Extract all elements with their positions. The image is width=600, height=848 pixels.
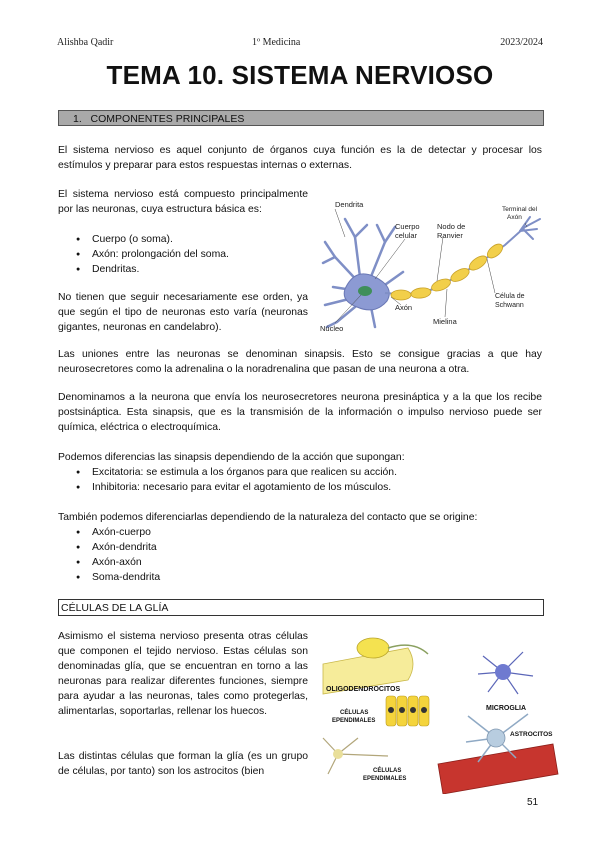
label-nodo: Nodo de bbox=[437, 222, 466, 231]
paragraph-contacto: También podemos diferenciarlas dependiendo de la naturaleza del contacto que se origine: bbox=[58, 512, 478, 523]
label-ependimales-1: EPENDIMALES bbox=[332, 718, 376, 724]
paragraph-glia: Asimismo el sistema nervioso presenta otras células que componen el tejido nervioso. Estas células son denominadas glía, que se encuentran en torno a las neuronas para realizar diferentes funciones, siempre para ayudar a las neuronas, tales como protegerlas, alimentarlas, soportarlas, rellenar los huecos. bbox=[58, 631, 308, 717]
list-structure bbox=[76, 232, 229, 277]
page-header bbox=[57, 37, 543, 51]
paragraph-definition: El sistema nervioso es aquel conjunto de órganos cuya función es la de detectar y procesar los estímulos y preparar para estos respuestas internas o externas. bbox=[58, 145, 542, 171]
axon-terminal bbox=[520, 217, 540, 239]
ependymal-cells bbox=[386, 696, 429, 726]
glia-diagram bbox=[318, 634, 563, 794]
myelin-sheath bbox=[391, 241, 505, 300]
label-astrocitos: ASTROCITOS bbox=[510, 731, 553, 738]
page-number: 51 bbox=[527, 797, 539, 808]
label-ranvier: Ranvier bbox=[437, 231, 463, 240]
blood-vessel bbox=[438, 744, 558, 794]
label-mielina: Mielina bbox=[433, 317, 457, 326]
label-microglia: MICROGLIA bbox=[486, 705, 527, 712]
paragraph-structure: El sistema nervioso está compuesto principalmente por las neuronas, cuya estructura básica es: bbox=[58, 189, 308, 215]
section-heading-glia: CÉLULAS DE LA GLÍA bbox=[58, 599, 544, 616]
paragraph-presinaptica: Denominamos a la neurona que envía los neurosecretores neurona presináptica y a la que los recibe postsináptica. Esta sinapsis, que es la transmisión de la información o impulso nervioso puede ser química, eléctrica o electroquímica. bbox=[58, 392, 542, 433]
nucleus bbox=[358, 286, 372, 296]
paragraph-tipos-glia: Las distintas células que forman la glía (es un grupo de células, por tanto) son los astrocitos (bien bbox=[58, 751, 308, 777]
label-nucleo: Núcleo bbox=[320, 324, 344, 333]
paragraph-accion: Podemos diferencias las sinapsis dependiendo de la acción que supongan: bbox=[58, 452, 405, 463]
label-axon-terminal: Axón bbox=[507, 214, 522, 221]
label-ependimales-2: EPENDIMALES bbox=[363, 776, 407, 782]
label-celulas-1: CÉLULAS bbox=[340, 710, 369, 716]
label-celular: celular bbox=[395, 231, 418, 240]
label-schwann: Schwann bbox=[495, 302, 524, 309]
list-item: ● Dendritas. bbox=[76, 262, 229, 277]
list-item: ● Axón-dendrita bbox=[76, 540, 160, 555]
label-cuerpo: Cuerpo bbox=[395, 222, 420, 231]
paragraph-sinapsis: Las uniones entre las neuronas se denominan sinapsis. Esto se consigue gracias a que hay neurosecretores como la adrenalina o la noradrenalina que pasan de una neurona a otra. bbox=[58, 349, 542, 375]
section-number: 1. bbox=[73, 113, 82, 125]
list-item: ● Axón-axón bbox=[76, 555, 160, 570]
section-label: COMPONENTES PRINCIPALES bbox=[90, 113, 245, 125]
header-year: 2023/2024 bbox=[500, 37, 543, 48]
label-celula: Célula de bbox=[495, 293, 525, 300]
list-item: ● Soma-dendrita bbox=[76, 570, 160, 585]
list-item: ● Axón: prolongación del soma. bbox=[76, 247, 229, 262]
dendrites bbox=[323, 219, 403, 327]
microglia-cell bbox=[478, 652, 533, 694]
label-terminal: Terminal del bbox=[502, 206, 538, 213]
header-author: Alishba Qadir bbox=[57, 37, 114, 48]
list-contacto bbox=[76, 525, 160, 585]
page-title: TEMA 10. SISTEMA NERVIOSO bbox=[106, 60, 494, 90]
label-axon: Axón bbox=[395, 303, 413, 312]
list-item: ● Excitatoria: se estimula a los órganos para que realicen su acción. bbox=[76, 465, 397, 480]
list-item: ● Axón-cuerpo bbox=[76, 525, 160, 540]
neuron-diagram bbox=[315, 197, 555, 337]
list-item: ● Cuerpo (o soma). bbox=[76, 232, 229, 247]
label-dendrita: Dendrita bbox=[335, 200, 364, 209]
list-item: ● Inhibitoria: necesario para evitar el agotamiento de los músculos. bbox=[76, 480, 397, 495]
label-oligodendrocitos: OLIGODENDROCITOS bbox=[326, 686, 401, 693]
label-celulas-2: CÉLULAS bbox=[373, 768, 402, 774]
glia-neuron-body bbox=[333, 749, 343, 759]
section-heading-componentes bbox=[58, 110, 544, 126]
oligodendrocyte-body bbox=[357, 638, 389, 658]
list-sinapsis-accion bbox=[76, 465, 397, 495]
paragraph-order: No tienen que seguir necesariamente ese orden, ya que según el tipo de neuronas esto varía (neuronas gigantes, neuronas en candelabro). bbox=[58, 292, 308, 333]
header-course: 1º Medicina bbox=[252, 37, 301, 48]
